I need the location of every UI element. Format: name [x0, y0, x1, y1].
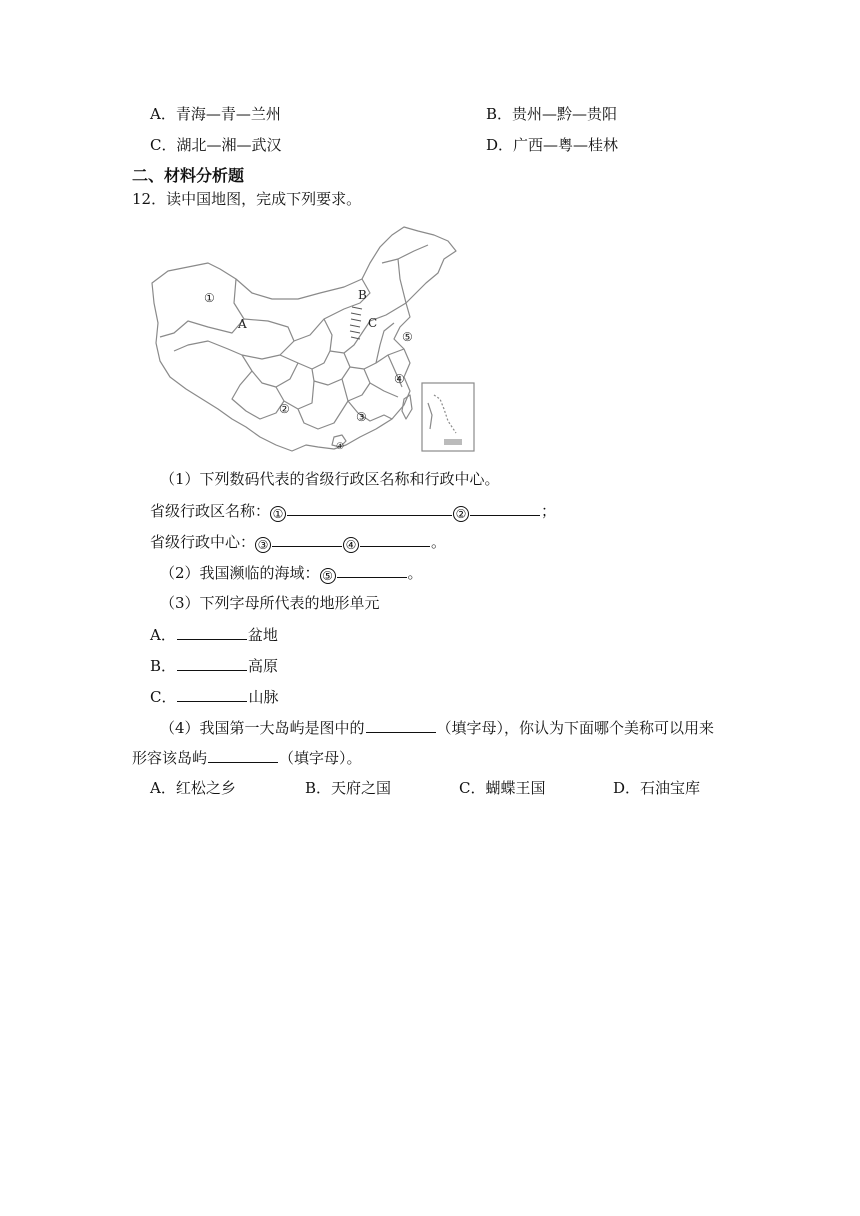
circle-2: ② — [453, 506, 469, 522]
q3-c-prefix: C． — [150, 688, 177, 706]
map-label-3: ③ — [356, 410, 367, 424]
q3-b — [150, 655, 278, 676]
q3-a — [150, 624, 278, 645]
q4-line2 — [132, 747, 362, 768]
option-a: A．青海—青—兰州 — [150, 105, 281, 123]
option-b: B．贵州—黔—贵阳 — [486, 105, 618, 123]
q4-option-d: D．石油宝库 — [613, 779, 701, 797]
blank-landform-b[interactable] — [177, 655, 247, 671]
question-stem: 12．读中国地图，完成下列要求。 — [132, 190, 362, 208]
q3-a-suffix: 盆地 — [247, 626, 278, 644]
blank-province-1[interactable] — [287, 500, 452, 516]
q2-line — [160, 562, 423, 584]
q3-a-prefix: A． — [150, 626, 176, 644]
q4-option-a: A．红松之乡 — [150, 779, 236, 797]
map-label-a: A — [238, 317, 247, 331]
q1-row1 — [150, 500, 556, 522]
map-label-2: ② — [279, 402, 290, 416]
map-label-4: ④ — [394, 372, 405, 386]
circle-5: ⑤ — [320, 568, 336, 584]
q4-line1 — [160, 717, 714, 738]
circle-4: ④ — [343, 537, 359, 553]
circle-3: ③ — [255, 537, 271, 553]
map-label-b: B — [358, 288, 367, 302]
blank-sea-5[interactable] — [337, 562, 407, 578]
q4-line2-a: 形容该岛屿 — [132, 749, 208, 767]
map-label-c: C — [368, 316, 378, 330]
china-map-figure — [148, 223, 476, 456]
q3-b-suffix: 高原 — [248, 657, 279, 675]
blank-capital-3[interactable] — [272, 531, 342, 547]
map-label-hainan: ④ — [336, 442, 345, 452]
q3-c — [150, 686, 279, 707]
q4-option-b: B．天府之国 — [305, 779, 392, 797]
q1-row2-label: 省级行政中心： — [150, 533, 256, 551]
q1-row2-end: 。 — [431, 533, 447, 551]
blank-landform-a[interactable] — [177, 624, 247, 640]
blank-capital-4[interactable] — [360, 531, 430, 547]
circle-1: ① — [270, 506, 286, 522]
china-map — [148, 223, 476, 456]
map-label-5: ⑤ — [402, 330, 413, 344]
q1-row1-label: 省级行政区名称： — [150, 502, 271, 520]
blank-island-letter[interactable] — [366, 717, 436, 733]
q3-text: （3）下列字母所代表的地形单元 — [160, 594, 380, 612]
blank-island-nickname[interactable] — [208, 747, 278, 763]
q3-b-prefix: B． — [150, 657, 177, 675]
q1-row2 — [150, 531, 446, 553]
q4-line2-b: （填字母）。 — [279, 749, 362, 767]
q2-text: （2）我国濒临的海域： — [160, 564, 320, 582]
option-c: C．湖北—湘—武汉 — [150, 136, 282, 154]
section-title: 二、材料分析题 — [132, 166, 245, 185]
q4-line1-b: （填字母），你认为下面哪个美称可以用来 — [436, 719, 715, 737]
option-d: D．广西—粤—桂林 — [486, 136, 619, 154]
q3-c-suffix: 山脉 — [248, 688, 279, 706]
blank-landform-c[interactable] — [177, 686, 247, 702]
map-label-1: ① — [204, 291, 215, 305]
blank-province-2[interactable] — [470, 500, 540, 516]
q1-text: （1）下列数码代表的省级行政区名称和行政中心。 — [160, 470, 500, 488]
q4-line1-a: （4）我国第一大岛屿是图中的 — [160, 719, 365, 737]
q1-row1-end: ； — [541, 502, 557, 520]
q4-option-c: C．蝴蝶王国 — [459, 779, 546, 797]
q2-end: 。 — [407, 564, 423, 582]
